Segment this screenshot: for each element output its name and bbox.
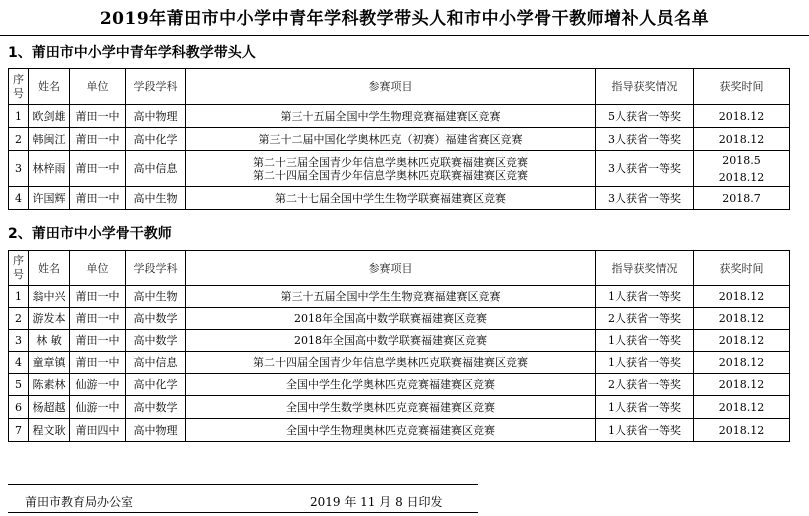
cell-result: 3人获省一等奖	[596, 128, 694, 151]
cell-name: 林 敏	[29, 330, 70, 352]
cell-subject: 高中信息	[126, 352, 186, 374]
cell-serial: 2	[9, 308, 29, 330]
cell-time	[694, 330, 790, 352]
cell-project	[186, 151, 596, 187]
table-row	[9, 374, 790, 396]
cell-project	[186, 105, 596, 128]
footer-rule-bottom	[8, 512, 478, 513]
cell-name: 林梓雨	[29, 151, 70, 187]
table-row	[9, 286, 790, 308]
cell-project	[186, 286, 596, 308]
time-line: 2018.12	[718, 132, 765, 146]
header-unit: 单位	[70, 69, 126, 105]
time-line: 2018.12	[718, 290, 765, 303]
project-line: 第二十四届全国青少年信息学奥林匹克联赛福建赛区竞赛	[253, 356, 528, 369]
cell-serial: 3	[9, 151, 29, 187]
title-rule	[0, 35, 809, 36]
cell-project	[186, 128, 596, 151]
cell-name: 许国辉	[29, 187, 70, 210]
header-subject: 学段学科	[126, 69, 186, 105]
cell-name: 翁中兴	[29, 286, 70, 308]
page-title: 2019年莆田市中小学中青年学科教学带头人和市中小学骨干教师增补人员名单	[99, 9, 710, 29]
footer-date: 2019 年 11 月 8 日印发	[310, 495, 443, 509]
cell-subject: 高中数学	[126, 330, 186, 352]
project-line: 全国中学生化学奥林匹克竞赛福建赛区竞赛	[286, 378, 495, 391]
backbone-table	[8, 250, 790, 442]
cell-subject: 高中化学	[126, 128, 186, 151]
time-line: 2018.12	[718, 400, 765, 414]
cell-name: 韩闽江	[29, 128, 70, 151]
cell-unit: 莆田一中	[70, 330, 126, 352]
table-row	[9, 105, 790, 128]
cell-subject: 高中化学	[126, 374, 186, 396]
cell-serial: 7	[9, 419, 29, 442]
project-line: 第三十五届全国中学生物理竞赛福建赛区竞赛	[280, 109, 501, 123]
table-row	[9, 187, 790, 210]
project-line: 2018年全国高中数学联赛福建赛区竞赛	[294, 312, 487, 325]
section-heading-leaders: 1、莆田市中小学中青年学科教学带头人	[8, 45, 256, 61]
cell-time	[694, 286, 790, 308]
cell-serial: 5	[9, 374, 29, 396]
time-line: 2018.7	[722, 191, 761, 205]
time-line: 2018.12	[718, 109, 765, 123]
header-project: 参赛项目	[186, 251, 596, 286]
header-name: 姓名	[29, 251, 70, 286]
leaders-table	[8, 68, 790, 210]
cell-result: 1人获省一等奖	[596, 330, 694, 352]
cell-subject: 高中物理	[126, 419, 186, 442]
time-line: 2018.5	[722, 153, 761, 167]
cell-unit: 莆田一中	[70, 352, 126, 374]
cell-time	[694, 419, 790, 442]
cell-serial: 1	[9, 105, 29, 128]
table-row	[9, 330, 790, 352]
header-project: 参赛项目	[186, 69, 596, 105]
header-result: 指导获奖情况	[596, 69, 694, 105]
cell-project	[186, 352, 596, 374]
cell-time	[694, 151, 790, 187]
time-line: 2018.12	[718, 334, 765, 347]
table-row	[9, 308, 790, 330]
cell-subject: 高中数学	[126, 308, 186, 330]
table-row	[9, 419, 790, 442]
table-row	[9, 352, 790, 374]
cell-name: 程文耿	[29, 419, 70, 442]
cell-result: 1人获省一等奖	[596, 396, 694, 419]
cell-project	[186, 419, 596, 442]
cell-name: 陈素林	[29, 374, 70, 396]
time-line: 2018.12	[718, 423, 765, 437]
header-time: 获奖时间	[694, 69, 790, 105]
cell-unit: 仙游一中	[70, 374, 126, 396]
cell-time	[694, 396, 790, 419]
cell-time	[694, 352, 790, 374]
cell-project	[186, 396, 596, 419]
cell-result: 3人获省一等奖	[596, 187, 694, 210]
cell-result: 1人获省一等奖	[596, 286, 694, 308]
project-line: 全国中学生数学奥林匹克竞赛福建赛区竞赛	[286, 400, 495, 414]
header-name: 姓名	[29, 69, 70, 105]
footer-office: 莆田市教育局办公室	[25, 495, 134, 509]
cell-unit: 莆田一中	[70, 151, 126, 187]
cell-subject: 高中信息	[126, 151, 186, 187]
cell-time	[694, 105, 790, 128]
cell-name: 童章镇	[29, 352, 70, 374]
cell-unit: 莆田一中	[70, 286, 126, 308]
cell-serial: 2	[9, 128, 29, 151]
cell-subject: 高中生物	[126, 187, 186, 210]
cell-serial: 4	[9, 187, 29, 210]
cell-project	[186, 374, 596, 396]
cell-unit: 莆田四中	[70, 419, 126, 442]
header-subject: 学段学科	[126, 251, 186, 286]
cell-serial: 4	[9, 352, 29, 374]
cell-serial: 1	[9, 286, 29, 308]
project-line: 2018年全国高中数学联赛福建赛区竞赛	[294, 334, 487, 347]
cell-time	[694, 187, 790, 210]
project-line: 第二十三届全国青少年信息学奥林匹克联赛福建赛区竞赛	[253, 155, 528, 169]
cell-result: 2人获省一等奖	[596, 308, 694, 330]
cell-subject: 高中物理	[126, 105, 186, 128]
cell-unit: 仙游一中	[70, 396, 126, 419]
cell-subject: 高中数学	[126, 396, 186, 419]
cell-unit: 莆田一中	[70, 105, 126, 128]
table-row	[9, 396, 790, 419]
cell-name: 欧剑雄	[29, 105, 70, 128]
table-row	[9, 151, 790, 187]
project-line: 第三十五届全国中学生生物竞赛福建赛区竞赛	[280, 290, 501, 303]
header-serial: 序号	[9, 251, 29, 286]
cell-unit: 莆田一中	[70, 128, 126, 151]
time-line: 2018.12	[718, 356, 765, 369]
cell-result: 1人获省一等奖	[596, 419, 694, 442]
table-header-row	[9, 251, 790, 286]
cell-subject: 高中生物	[126, 286, 186, 308]
header-unit: 单位	[70, 251, 126, 286]
cell-project	[186, 308, 596, 330]
cell-result: 1人获省一等奖	[596, 352, 694, 374]
header-time: 获奖时间	[694, 251, 790, 286]
cell-name: 游发本	[29, 308, 70, 330]
header-serial: 序号	[9, 69, 29, 105]
table-row	[9, 128, 790, 151]
cell-unit: 莆田一中	[70, 187, 126, 210]
cell-name: 杨超越	[29, 396, 70, 419]
footer-rule-top	[8, 484, 478, 485]
cell-project	[186, 330, 596, 352]
cell-serial: 6	[9, 396, 29, 419]
cell-unit: 莆田一中	[70, 308, 126, 330]
cell-time	[694, 128, 790, 151]
project-line: 第三十二届中国化学奥林匹克（初赛）福建省赛区竞赛	[258, 132, 523, 146]
time-line: 2018.12	[718, 312, 765, 325]
project-line: 第二十七届全国中学生生物学联赛福建赛区竞赛	[275, 191, 506, 205]
project-line: 第二十四届全国青少年信息学奥林匹克联赛福建赛区竞赛	[253, 168, 528, 182]
cell-serial: 3	[9, 330, 29, 352]
table-header-row	[9, 69, 790, 105]
header-result: 指导获奖情况	[596, 251, 694, 286]
time-line: 2018.12	[718, 170, 765, 184]
cell-time	[694, 374, 790, 396]
cell-project	[186, 187, 596, 210]
time-line: 2018.12	[718, 378, 765, 391]
section-heading-backbone: 2、莆田市中小学骨干教师	[8, 226, 172, 242]
project-line: 全国中学生物理奥林匹克竞赛福建赛区竞赛	[286, 423, 495, 437]
cell-time	[694, 308, 790, 330]
cell-result: 5人获省一等奖	[596, 105, 694, 128]
cell-result: 2人获省一等奖	[596, 374, 694, 396]
cell-result: 3人获省一等奖	[596, 151, 694, 187]
